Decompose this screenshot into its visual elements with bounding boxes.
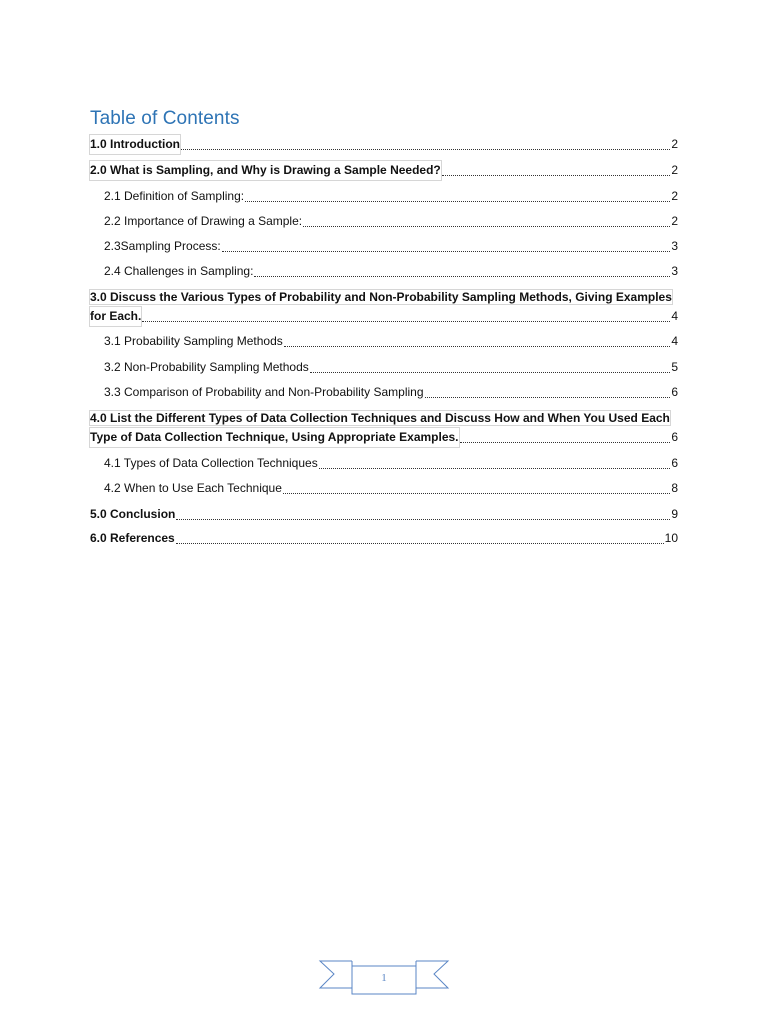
- toc-page-number: 9: [671, 507, 678, 521]
- dot-leader: [284, 332, 671, 347]
- toc-page-number: 4: [671, 309, 678, 323]
- toc-entry-importance-of-drawing-a-sample[interactable]: [90, 212, 678, 231]
- toc-entry-types-of-data-collection-techniques[interactable]: [90, 454, 678, 473]
- toc-entry-types-of-sampling-methods[interactable]: [90, 288, 678, 326]
- dot-leader: [310, 358, 671, 373]
- page-number-footer: [318, 955, 450, 997]
- toc-entry-text: 2.4 Challenges in Sampling:: [104, 264, 254, 278]
- toc-entry-text: 3.3 Comparison of Probability and Non-Probability Sampling: [104, 385, 424, 399]
- toc-page-number: 2: [671, 163, 678, 177]
- toc-entry-text: 4.2 When to Use Each Technique: [104, 481, 282, 495]
- toc-entry-text: 4.1 Types of Data Collection Techniques: [104, 456, 318, 470]
- toc-page-number: 8: [671, 481, 678, 495]
- toc-entry-sampling-process[interactable]: [90, 237, 678, 256]
- toc-entry-non-probability-sampling-methods[interactable]: [90, 358, 678, 377]
- toc-entry-when-to-use-each-technique[interactable]: [90, 479, 678, 498]
- toc-entry-conclusion[interactable]: [90, 505, 678, 524]
- toc-page-number: 6: [671, 385, 678, 399]
- toc-entry-text-line2: for Each.: [90, 307, 141, 326]
- toc-entry-text: 2.0 What is Sampling, and Why is Drawing a Sample Needed?: [90, 161, 441, 180]
- toc-entry-data-collection-techniques[interactable]: [90, 409, 678, 447]
- toc-page-number: 2: [671, 214, 678, 228]
- toc-entry-probability-sampling-methods[interactable]: [90, 332, 678, 351]
- toc-entry-text: 2.2 Importance of Drawing a Sample:: [104, 214, 303, 228]
- toc-title: Table of Contents: [90, 108, 240, 129]
- toc-entry-text: 2.1 Definition of Sampling:: [104, 189, 245, 203]
- dot-leader: [142, 307, 670, 322]
- toc-entry-text-line1: 3.0 Discuss the Various Types of Probability and Non-Probability Sampling Methods, Giving Examples: [90, 290, 672, 304]
- page-number: 1: [381, 972, 387, 984]
- toc-entry-text: 5.0 Conclusion: [90, 507, 176, 521]
- toc-entry-text-line1: 4.0 List the Different Types of Data Collection Techniques and Discuss How and When You Used Each: [90, 411, 670, 425]
- toc-page-number: 2: [671, 189, 678, 203]
- dot-leader: [442, 161, 671, 176]
- dot-leader: [245, 187, 670, 202]
- dot-leader: [254, 262, 670, 277]
- dot-leader: [319, 454, 671, 469]
- toc-entry-comparison-of-sampling[interactable]: [90, 383, 678, 402]
- toc-page-number: 5: [671, 360, 678, 374]
- toc-entry-text: 3.1 Probability Sampling Methods: [104, 334, 283, 348]
- toc-entry-text: 6.0 References: [90, 531, 175, 545]
- toc-entry-text: 2.3Sampling Process:: [104, 239, 221, 253]
- dot-leader: [303, 212, 670, 227]
- dot-leader: [222, 237, 671, 252]
- toc-entry-text: 3.2 Non-Probability Sampling Methods: [104, 360, 309, 374]
- toc-entry-challenges-in-sampling[interactable]: [90, 262, 678, 281]
- dot-leader: [181, 135, 670, 150]
- toc-page-number: 6: [671, 430, 678, 444]
- toc-page-number: 2: [671, 137, 678, 151]
- toc-page-number: 10: [664, 531, 678, 545]
- toc-page-number: 3: [671, 239, 678, 253]
- toc-entry-definition-of-sampling[interactable]: [90, 187, 678, 206]
- toc-entry-introduction[interactable]: [90, 135, 678, 154]
- toc-page-number: 3: [671, 264, 678, 278]
- dot-leader: [176, 505, 670, 520]
- toc-entry-text: 1.0 Introduction: [90, 135, 180, 154]
- toc-page-number: 4: [671, 334, 678, 348]
- dot-leader: [425, 383, 671, 398]
- toc-entry-references[interactable]: [90, 529, 678, 548]
- dot-leader: [176, 529, 664, 544]
- toc-entry-what-is-sampling[interactable]: [90, 161, 678, 180]
- dot-leader: [460, 428, 671, 443]
- toc-entry-text-line2: Type of Data Collection Technique, Using Appropriate Examples.: [90, 428, 459, 447]
- toc-page-number: 6: [671, 456, 678, 470]
- dot-leader: [283, 479, 670, 494]
